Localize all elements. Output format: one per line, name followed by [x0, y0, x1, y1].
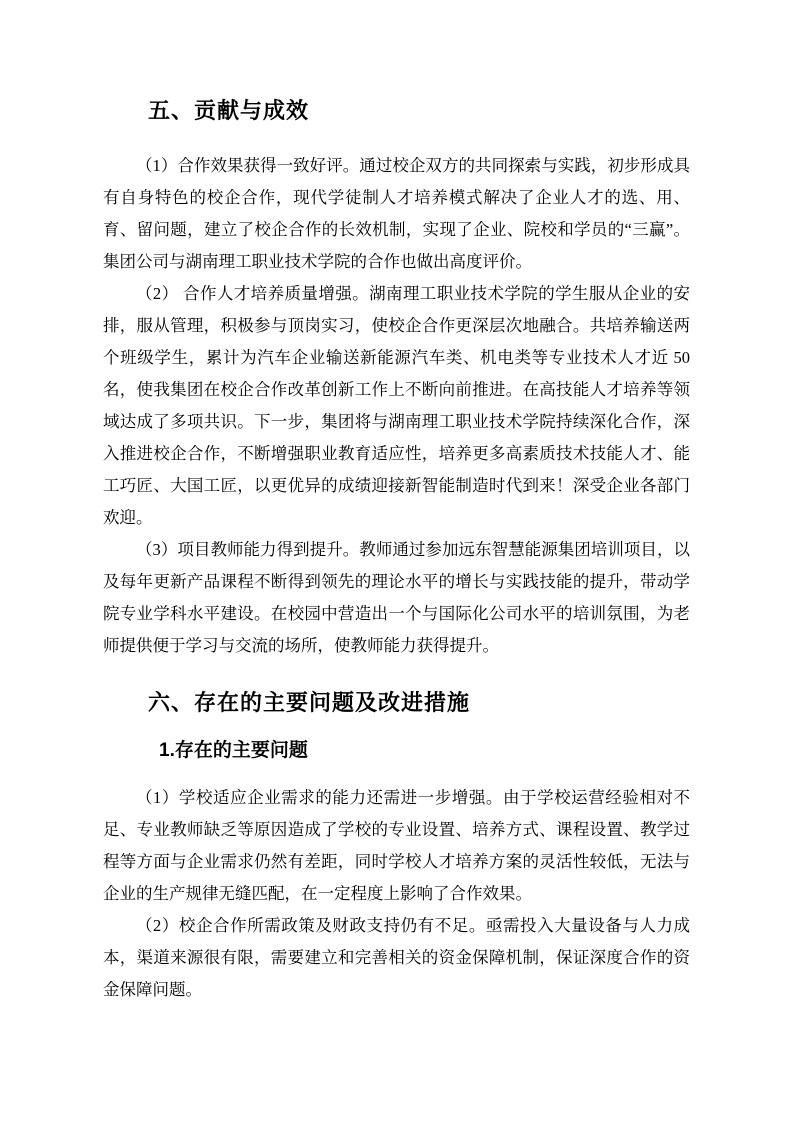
paragraph-talent-quality: （2） 合作人才培养质量增强。湖南理工职业技术学院的学生服从企业的安排，服从管理，积极参与顶岗实习，使校企合作更深层次地融合。共培养输送两个班级学生，累计为汽车企业输送新能源汽车类、机电类等专业技术人才近 50 名，使我集团在校企合作改革创新工作上不断向前推进。在高技能人才培养等领域达成了多项共识。下一步，集团将与湖南理工职业技术学院持续深化合作，深入推进校企合作，不断增强职业教育适应性，培养更多高素质技术技能人才、能工巧匠、大国工匠，以更优异的成绩迎接新智能制造时代到来！深受企业各部门欢迎。 [103, 284, 690, 527]
paragraph-policy-funding: （2）校企合作所需政策及财政支持仍有不足。亟需投入大量设备与人力成本，渠道来源很有限，需要建立和完善相关的资金保障机制，保证深度合作的资金保障问题。 [103, 916, 690, 999]
paragraph-teacher-ability: （3）项目教师能力得到提升。教师通过参加远东智慧能源集团培训项目，以及每年更新产品课程不断得到领先的理论水平的增长与实践技能的提升，带动学院专业学科水平建设。在校园中营造出一个与国际化公司水平的培训氛围，为老师提供便于学习与交流的场所，使教师能力获得提升。 [103, 540, 690, 655]
paragraph-school-adaptability: （1）学校适应企业需求的能力还需进一步增强。由于学校运营经验相对不足、专业教师缺乏等原因造成了学校的专业设置、培养方式、课程设置、教学过程等方面与企业需求仍然有差距，同时学校人才培养方案的灵活性较低，无法与企业的生产规律无缝匹配，在一定程度上影响了合作效果。 [103, 788, 690, 903]
section-heading-problems: 六、存在的主要问题及改进措施 [148, 690, 471, 715]
paragraph-cooperation-praise: （1）合作效果获得一致好评。通过校企双方的共同探索与实践，初步形成具有自身特色的校企合作，现代学徒制人才培养模式解决了企业人才的选、用、育、留问题，建立了校企合作的长效机制，实现了企业、院校和学员的“三赢”。集团公司与湖南理工职业技术学院的合作也做出高度评价。 [103, 156, 690, 271]
subsection-heading-main-problems: 1.存在的主要问题 [159, 740, 308, 761]
document-content [103, 96, 690, 1006]
section-heading-contributions: 五、贡献与成效 [148, 98, 310, 123]
